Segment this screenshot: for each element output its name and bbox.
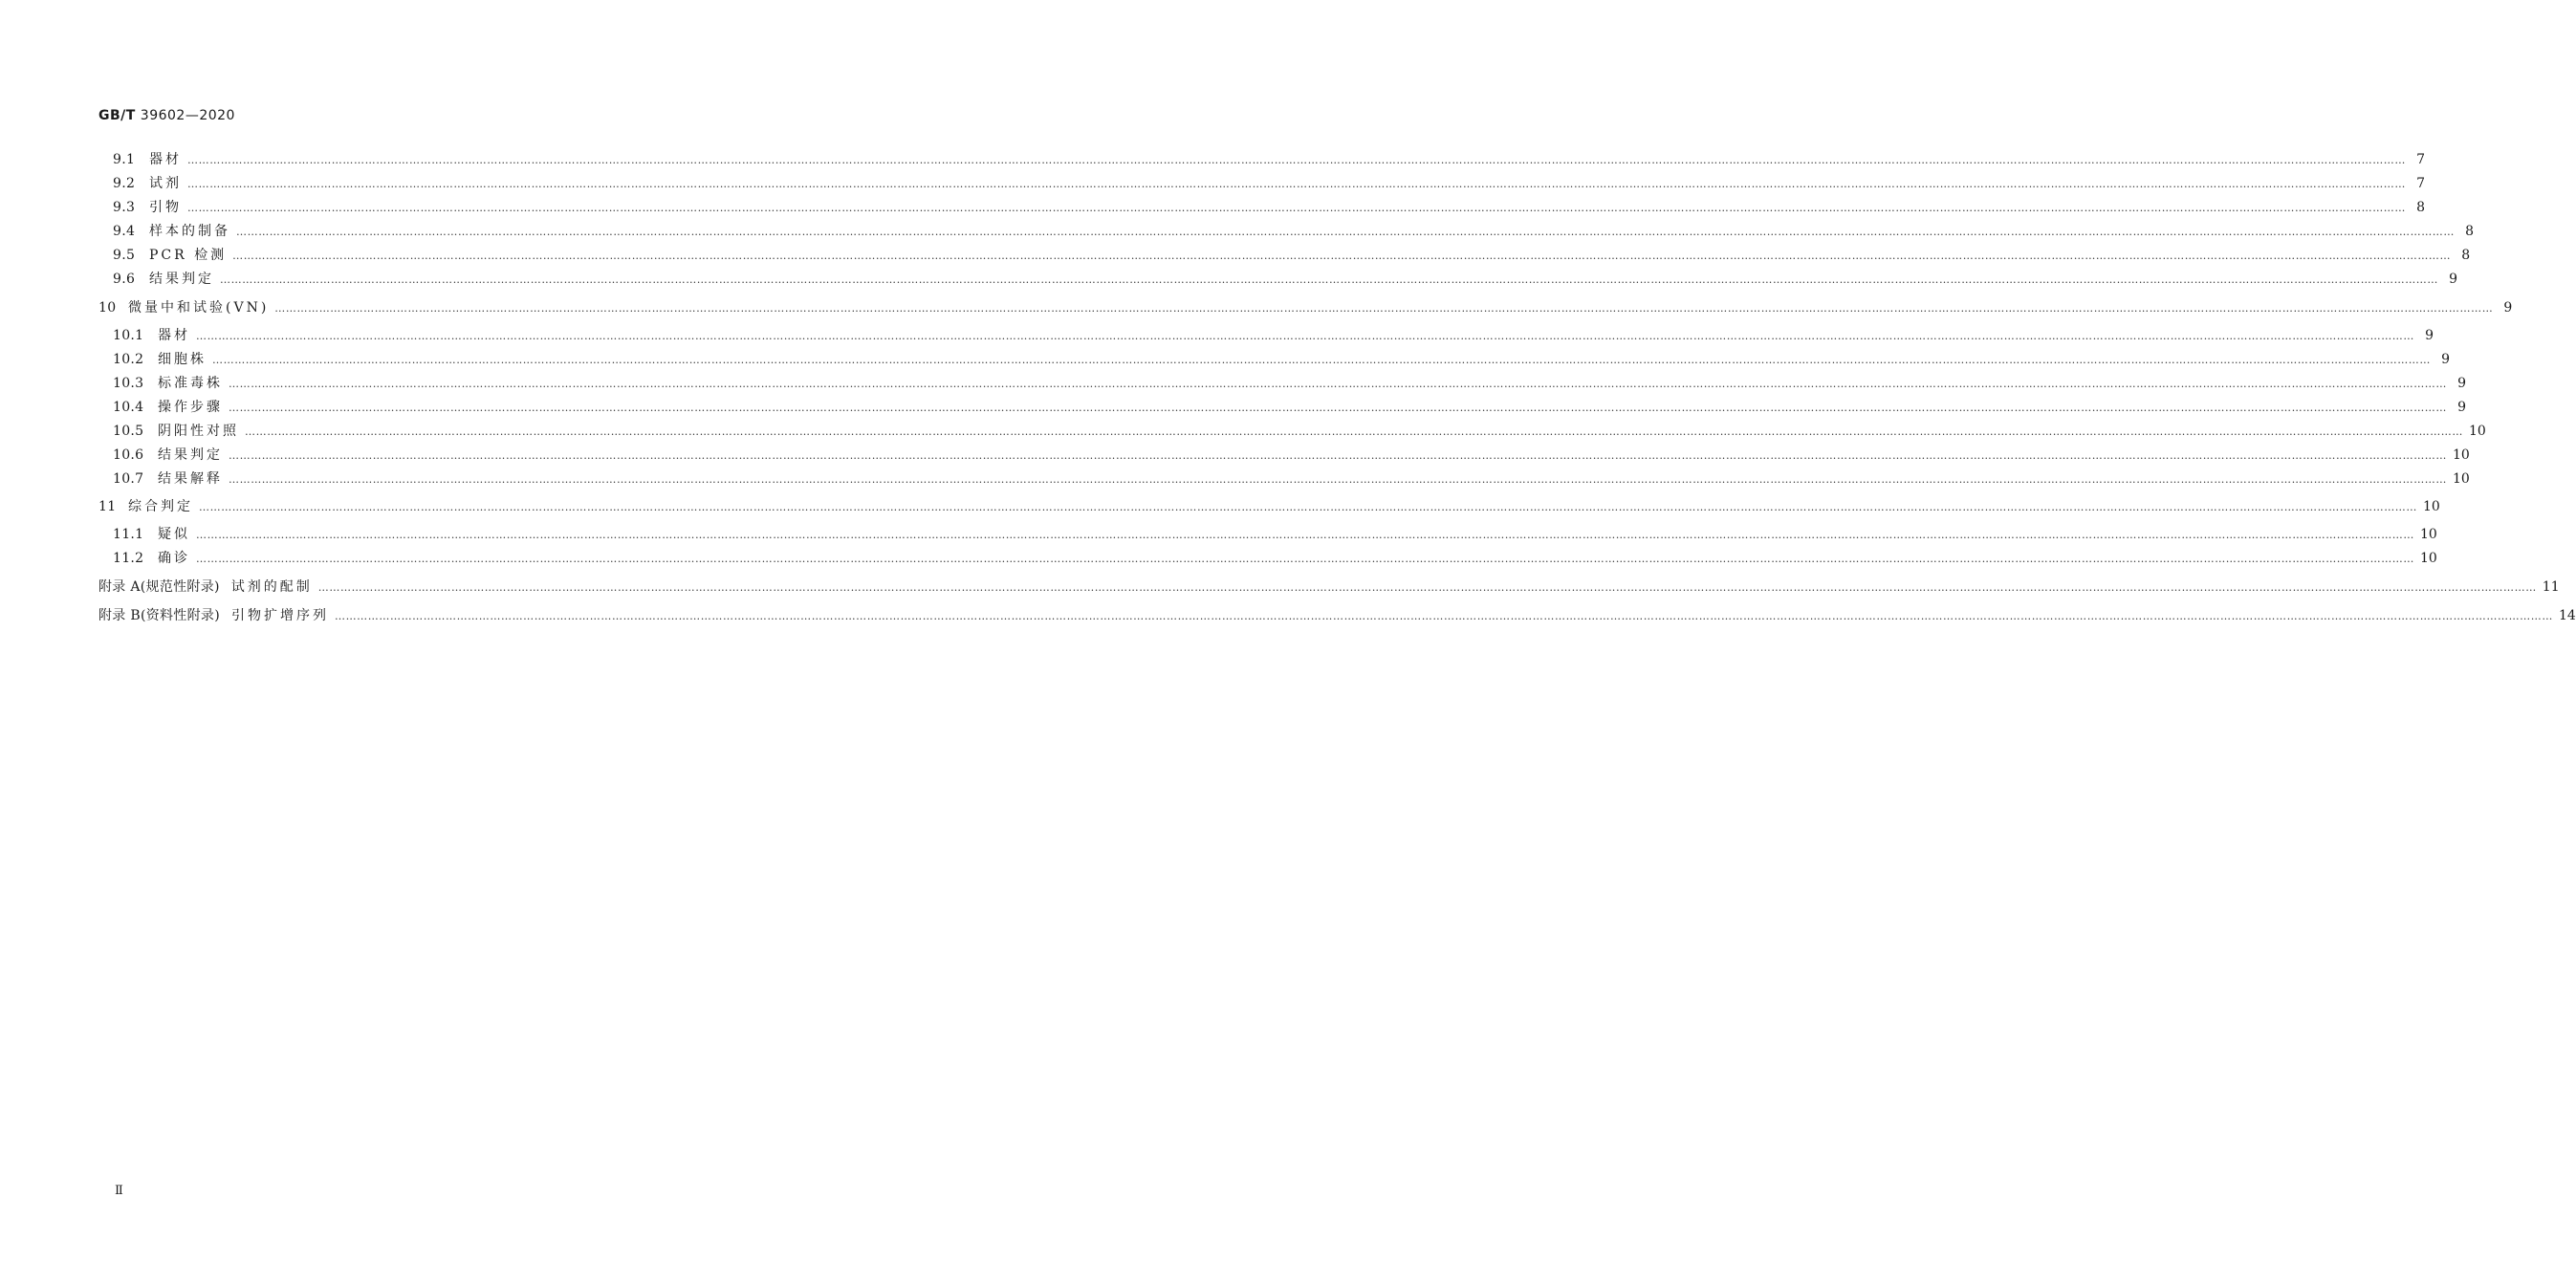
- toc-entry-title: 引物: [149, 200, 182, 215]
- toc-entry-title: 器材: [158, 328, 190, 343]
- toc-leader-dots: ……………………………………………………………………………………………………………………………………………………………………………………………………………………………………………………………………………………………………………………………………………………………………………………………………………………………………………………………………………………………………………………………………………………: [187, 154, 2406, 166]
- toc-entry-number: 10.1: [113, 328, 144, 343]
- toc-leader-dots: ……………………………………………………………………………………………………………………………………………………………………………………………………………………………………………………………………………………………………………………………………………………………………………………………………………………………………………………………………………………………………………………………………………………: [220, 273, 2438, 286]
- toc-entry[interactable]: [113, 526, 2437, 544]
- toc-entry-page: 11: [2542, 579, 2560, 595]
- toc-entry[interactable]: [113, 271, 2457, 289]
- toc-entry-title: 细胞株: [158, 352, 207, 367]
- toc-entry-page: 10: [2453, 447, 2470, 463]
- toc-entry-number: 10.2: [113, 352, 144, 367]
- toc-leader-dots: ……………………………………………………………………………………………………………………………………………………………………………………………………………………………………………………………………………………………………………………………………………………………………………………………………………………………………………………………………………………………………………………………………………………: [196, 529, 2414, 541]
- toc-entry-number: 11.1: [113, 527, 144, 542]
- standard-code: GB/T: [98, 108, 136, 123]
- toc-leader-dots: ……………………………………………………………………………………………………………………………………………………………………………………………………………………………………………………………………………………………………………………………………………………………………………………………………………………………………………………………………………………………………………………………………………………: [212, 354, 2431, 366]
- toc-entry-title: 微量中和试验(VN): [128, 300, 270, 316]
- document-header: [98, 108, 235, 123]
- toc-entry-title: 疑似: [158, 527, 190, 542]
- toc-entry-number: 10.4: [113, 400, 144, 415]
- toc-entry-title: PCR 检测: [149, 248, 228, 263]
- toc-leader-dots: ……………………………………………………………………………………………………………………………………………………………………………………………………………………………………………………………………………………………………………………………………………………………………………………………………………………………………………………………………………………………………………………………………………………: [334, 610, 2553, 622]
- toc-entry[interactable]: [113, 550, 2437, 568]
- toc-entry-title: 结果判定: [158, 447, 223, 463]
- toc-entry[interactable]: [113, 399, 2466, 417]
- toc-leader-dots: ……………………………………………………………………………………………………………………………………………………………………………………………………………………………………………………………………………………………………………………………………………………………………………………………………………………………………………………………………………………………………………………………………………………: [229, 473, 2447, 486]
- toc-leader-dots: ……………………………………………………………………………………………………………………………………………………………………………………………………………………………………………………………………………………………………………………………………………………………………………………………………………………………………………………………………………………………………………………………………………………: [236, 226, 2455, 238]
- toc-entry[interactable]: [113, 223, 2474, 241]
- toc-entry-number: 11.2: [113, 551, 144, 566]
- toc-entry-title: 确诊: [158, 551, 190, 566]
- toc-entry[interactable]: [113, 247, 2471, 265]
- toc-entry-page: 10: [2469, 424, 2486, 439]
- toc-leader-dots: ……………………………………………………………………………………………………………………………………………………………………………………………………………………………………………………………………………………………………………………………………………………………………………………………………………………………………………………………………………………………………………………………………………………: [196, 330, 2414, 342]
- toc-entry[interactable]: [113, 351, 2450, 369]
- toc-entry[interactable]: [113, 327, 2434, 345]
- toc-leader-dots: ……………………………………………………………………………………………………………………………………………………………………………………………………………………………………………………………………………………………………………………………………………………………………………………………………………………………………………………………………………………………………………………………………………………: [229, 402, 2447, 414]
- toc-entry-number: 10: [98, 300, 117, 316]
- toc-entry-page: 9: [2503, 300, 2513, 316]
- toc-entry[interactable]: [113, 446, 2470, 465]
- toc-entry-number: 9.4: [113, 224, 136, 239]
- toc-entry-page: 7: [2416, 176, 2425, 191]
- toc-leader-dots: ……………………………………………………………………………………………………………………………………………………………………………………………………………………………………………………………………………………………………………………………………………………………………………………………………………………………………………………………………………………………………………………………………………………: [187, 178, 2406, 190]
- toc-entry-title: 结果解释: [158, 471, 223, 487]
- toc-entry-page: 9: [2449, 272, 2457, 287]
- toc-entry-title: 综合判定: [128, 499, 193, 514]
- toc-entry[interactable]: [113, 470, 2470, 489]
- toc-entry-title: 引物扩增序列: [230, 608, 329, 623]
- toc-leader-dots: ……………………………………………………………………………………………………………………………………………………………………………………………………………………………………………………………………………………………………………………………………………………………………………………………………………………………………………………………………………………………………………………………………………………: [245, 425, 2463, 438]
- toc-entry-number: 10.6: [113, 447, 144, 463]
- toc-entry-page: 10: [2420, 527, 2437, 542]
- toc-entry-number: 10.3: [113, 376, 144, 391]
- toc-entry-number: 10.7: [113, 471, 144, 487]
- toc-entry[interactable]: [113, 151, 2425, 169]
- toc-entry-page: 10: [2423, 499, 2440, 514]
- toc-leader-dots: ……………………………………………………………………………………………………………………………………………………………………………………………………………………………………………………………………………………………………………………………………………………………………………………………………………………………………………………………………………………………………………………………………………………: [187, 202, 2406, 214]
- toc-entry-number: 9.2: [113, 176, 136, 191]
- toc-entry-page: 14: [2558, 608, 2576, 623]
- toc-leader-dots: ……………………………………………………………………………………………………………………………………………………………………………………………………………………………………………………………………………………………………………………………………………………………………………………………………………………………………………………………………………………………………………………………………………………: [229, 378, 2447, 390]
- toc-entry-page: 10: [2420, 551, 2437, 566]
- toc-entry-page: 8: [2461, 248, 2471, 263]
- toc-entry-number: 附录 B(资料性附录): [98, 608, 220, 623]
- toc-entry-number: 9.1: [113, 152, 136, 167]
- toc-entry[interactable]: [98, 498, 2440, 516]
- toc-leader-dots: ……………………………………………………………………………………………………………………………………………………………………………………………………………………………………………………………………………………………………………………………………………………………………………………………………………………………………………………………………………………………………………………………………………………: [317, 581, 2537, 594]
- toc-entry-title: 样本的制备: [149, 224, 230, 239]
- toc-leader-dots: ……………………………………………………………………………………………………………………………………………………………………………………………………………………………………………………………………………………………………………………………………………………………………………………………………………………………………………………………………………………………………………………………………………………: [199, 501, 2417, 513]
- toc-entry-number: 11: [98, 499, 117, 514]
- toc-entry-page: 9: [2457, 376, 2466, 391]
- toc-entry-page: 10: [2453, 471, 2470, 487]
- toc-entry-title: 结果判定: [149, 272, 214, 287]
- toc-entry-page: 9: [2457, 400, 2466, 415]
- toc-leader-dots: ……………………………………………………………………………………………………………………………………………………………………………………………………………………………………………………………………………………………………………………………………………………………………………………………………………………………………………………………………………………………………………………………………………………: [196, 553, 2414, 565]
- toc-entry-title: 标准毒株: [158, 376, 223, 391]
- toc-entry-page: 9: [2441, 352, 2450, 367]
- toc-entry[interactable]: [113, 375, 2466, 393]
- toc-entry-title: 操作步骤: [158, 400, 223, 415]
- toc-entry[interactable]: [98, 299, 2513, 317]
- toc-entry-title: 试剂的配制: [230, 579, 313, 595]
- toc-entry[interactable]: [98, 607, 2576, 625]
- toc-entry-page: 7: [2416, 152, 2425, 167]
- toc-entry-title: 器材: [149, 152, 182, 167]
- page-number: Ⅱ: [115, 1184, 123, 1198]
- toc-entry-number: 9.5: [113, 248, 136, 263]
- toc-entry-title: 阴阳性对照: [158, 424, 239, 439]
- toc-entry[interactable]: [113, 175, 2425, 193]
- toc-entry[interactable]: [113, 423, 2486, 441]
- toc-leader-dots: ……………………………………………………………………………………………………………………………………………………………………………………………………………………………………………………………………………………………………………………………………………………………………………………………………………………………………………………………………………………………………………………………………………………: [229, 449, 2447, 462]
- standard-number: 39602—2020: [140, 108, 235, 123]
- toc-entry-number: 9.6: [113, 272, 136, 287]
- toc-entry[interactable]: [113, 199, 2425, 217]
- toc-entry-number: 10.5: [113, 424, 144, 439]
- toc-leader-dots: ……………………………………………………………………………………………………………………………………………………………………………………………………………………………………………………………………………………………………………………………………………………………………………………………………………………………………………………………………………………………………………………………………………………: [274, 302, 2494, 315]
- toc-entry-title: 试剂: [149, 176, 182, 191]
- toc-entry-number: 附录 A(规范性附录): [98, 579, 220, 595]
- toc-entry-page: 8: [2465, 224, 2474, 239]
- toc-entry[interactable]: [98, 578, 2560, 597]
- toc-leader-dots: ……………………………………………………………………………………………………………………………………………………………………………………………………………………………………………………………………………………………………………………………………………………………………………………………………………………………………………………………………………………………………………………………………………………: [232, 250, 2452, 262]
- toc-entry-number: 9.3: [113, 200, 136, 215]
- toc-entry-page: 8: [2416, 200, 2425, 215]
- toc-entry-page: 9: [2425, 328, 2434, 343]
